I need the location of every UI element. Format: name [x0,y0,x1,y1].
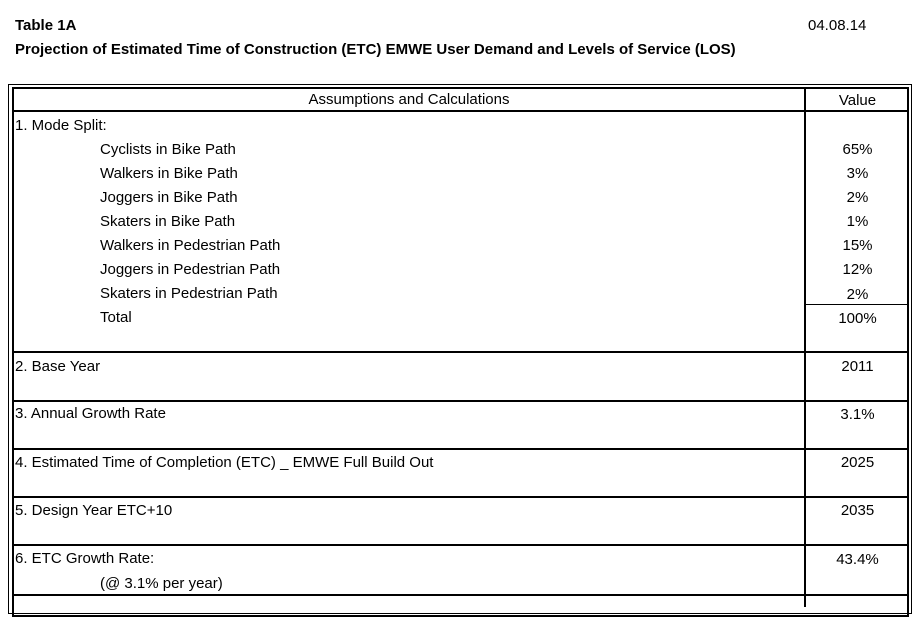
mode-split-label: 1. Mode Split: [15,117,107,134]
column-header-assumptions: Assumptions and Calculations [308,91,510,108]
row-label-annual-growth-rate: 3. Annual Growth Rate [15,405,166,422]
row-value-etc-growth-rate: 43.4% [836,551,879,568]
mode-split-item-label: Walkers in Bike Path [100,165,238,182]
mode-split-item-label: Skaters in Bike Path [100,213,236,230]
row-label-etc: 4. Estimated Time of Completion (ETC) _ EMWE Full Build Out [15,454,434,471]
mode-split-item-label: Walkers in Pedestrian Path [100,237,281,254]
row-label-base-year: 2. Base Year [15,358,101,375]
mode-split-total-value: 100% [838,310,877,327]
row-label-design-year: 5. Design Year ETC+10 [15,502,173,519]
document-date: 04.08.14 [808,17,867,34]
mode-split-item-value: 12% [842,261,873,278]
row-value-etc: 2025 [840,454,875,471]
mode-split-item-label: Joggers in Bike Path [100,189,238,206]
row-divider-1 [12,351,909,353]
page-title: Projection of Estimated Time of Construction (ETC) EMWE User Demand and Levels of Service (LOS) [15,41,736,58]
mode-split-item-value: 1% [846,213,869,230]
mode-split-item-label: Joggers in Pedestrian Path [100,261,281,278]
mode-split-item-value: 2% [846,286,869,303]
mode-split-item-value: 65% [842,141,873,158]
row-divider-4 [12,496,909,498]
row-divider-5 [12,544,909,546]
mode-split-item-value: 15% [842,237,873,254]
row-divider-2 [12,400,909,402]
mode-split-item-label: Cyclists in Bike Path [100,141,236,158]
row-divider-3 [12,448,909,450]
row-label-etc-growth-rate: 6. ETC Growth Rate: [15,550,155,567]
column-header-value: Value [838,92,877,109]
mode-split-total-label: Total [100,309,132,326]
header-row-divider [12,110,909,112]
row-value-design-year: 2035 [840,502,875,519]
row-divider-6 [12,594,909,596]
table-id: Table 1A [15,17,77,34]
mode-split-item-label: Skaters in Pedestrian Path [100,285,278,302]
mode-split-item-value: 3% [846,165,869,182]
total-underline [805,304,909,305]
row-value-annual-growth-rate: 3.1% [840,406,875,423]
mode-split-item-value: 2% [846,189,869,206]
row-note-etc-growth-rate: (@ 3.1% per year) [100,575,223,592]
row-value-base-year: 2011 [841,358,874,375]
